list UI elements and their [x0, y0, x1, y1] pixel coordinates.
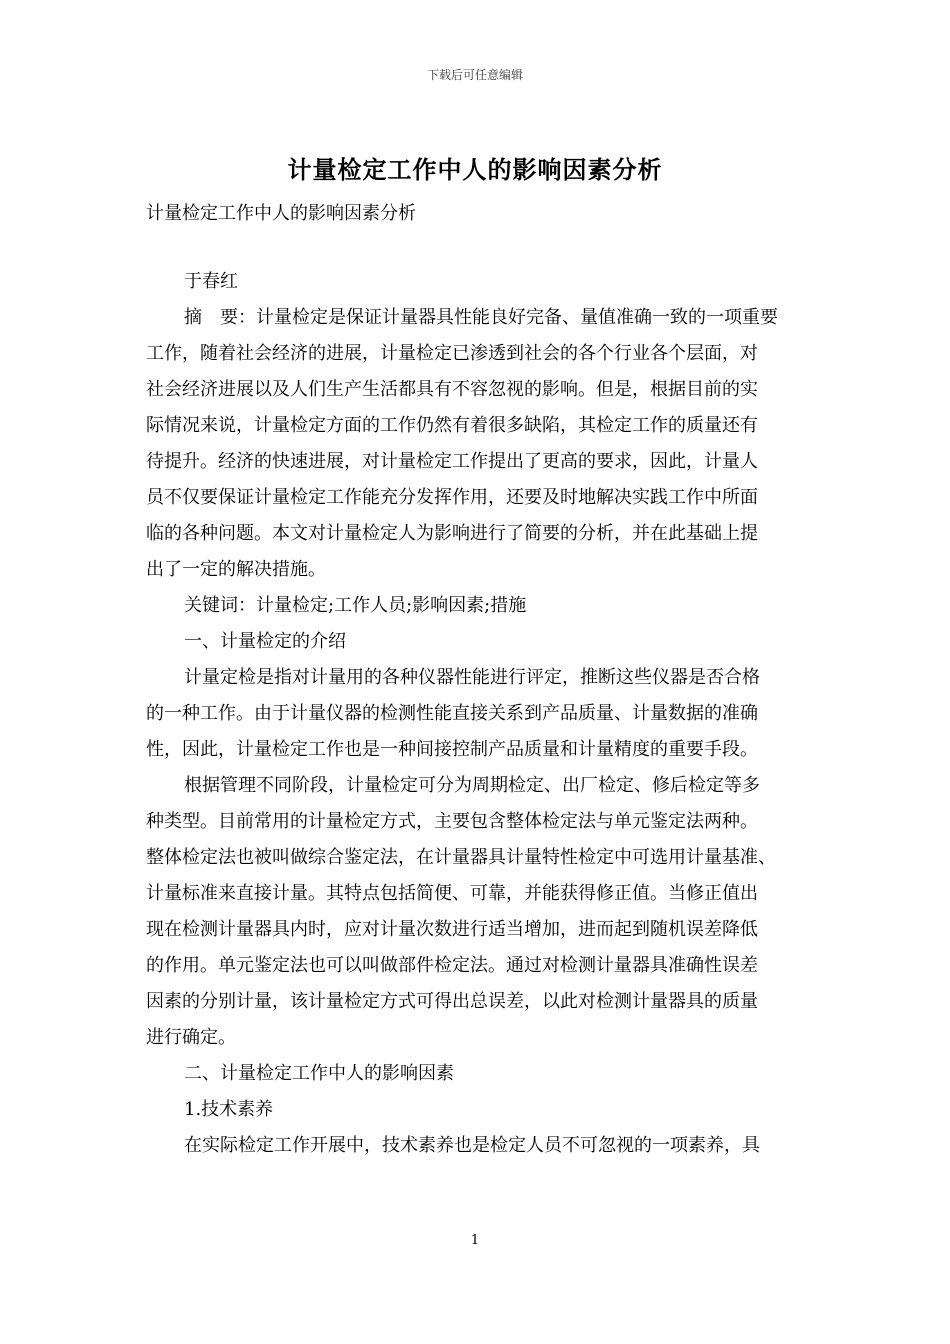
- abstract-line: 工作，随着社会经济的进展，计量检定已渗透到社会的各个行业各个层面，对: [146, 343, 758, 364]
- keywords: 关键词：计量检定;工作人员;影响因素;措施: [184, 595, 527, 616]
- abstract-line: 摘 要：计量检定是保证计量器具性能良好完备、量值准确一致的一项重要: [184, 307, 778, 328]
- abstract-line: 出了一定的解决措施。: [146, 559, 326, 580]
- paragraph-line: 的作用。单元鉴定法也可以叫做部件检定法。通过对检测计量器具准确性误差: [146, 955, 758, 976]
- abstract: [146, 300, 810, 588]
- document-title: 计量检定工作中人的影响因素分析: [287, 155, 663, 184]
- subtitle: 计量检定工作中人的影响因素分析: [146, 203, 416, 224]
- paragraph-line: 计量标准来直接计量。其特点包括简便、可靠，并能获得修正值。当修正值出: [146, 883, 758, 904]
- paragraph-line: 计量定检是指对计量用的各种仪器性能进行评定，推断这些仪器是否合格: [184, 667, 760, 688]
- paragraph-line: 现在检测计量器具内时，应对计量次数进行适当增加，进而起到随机误差降低: [146, 919, 758, 940]
- paragraph-3: [146, 1128, 810, 1164]
- paragraph-line: 进行确定。: [146, 1027, 236, 1048]
- paragraph-2: [146, 768, 810, 1056]
- paragraph-line: 在实际检定工作开展中，技术素养也是检定人员不可忽视的一项素养，具: [184, 1135, 760, 1156]
- subsection-heading-1: 1.技术素养: [184, 1099, 274, 1120]
- section-heading-1: 一、计量检定的介绍: [184, 631, 346, 652]
- spacer: [146, 232, 810, 264]
- abstract-line: 际情况来说，计量检定方面的工作仍然有着很多缺陷，其检定工作的质量还有: [146, 415, 758, 436]
- paragraph-line: 因素的分别计量，该计量检定方式可得出总误差，以此对检测计量器具的质量: [146, 991, 758, 1012]
- author: 于春红: [184, 271, 238, 292]
- page-header: 下载后可任意编辑: [426, 68, 523, 82]
- paragraph-line: 根据管理不同阶段，计量检定可分为周期检定、出厂检定、修后检定等多: [184, 775, 760, 796]
- section-heading-2: 二、计量检定工作中人的影响因素: [184, 1063, 454, 1084]
- paragraph-line: 性，因此，计量检定工作也是一种间接控制产品质量和计量精度的重要手段。: [146, 739, 758, 760]
- abstract-line: 员不仅要保证计量检定工作能充分发挥作用，还要及时地解决实践工作中所面: [146, 487, 758, 508]
- abstract-line: 临的各种问题。本文对计量检定人为影响进行了简要的分析，并在此基础上提: [146, 523, 758, 544]
- paragraph-line: 整体检定法也被叫做综合鉴定法，在计量器具计量特性检定中可选用计量基准、: [146, 847, 776, 868]
- abstract-line: 待提升。经济的快速进展，对计量检定工作提出了更高的要求，因此，计量人: [146, 451, 758, 472]
- abstract-line: 社会经济进展以及人们生产生活都具有不容忽视的影响。但是，根据目前的实: [146, 379, 758, 400]
- paragraph-line: 的一种工作。由于计量仪器的检测性能直接关系到产品质量、计量数据的准确: [146, 703, 758, 724]
- document-body: [146, 196, 810, 1164]
- page-number: 1: [470, 1233, 480, 1248]
- paragraph-1: [146, 660, 810, 768]
- paragraph-line: 种类型。目前常用的计量检定方式，主要包含整体检定法与单元鉴定法两种。: [146, 811, 758, 832]
